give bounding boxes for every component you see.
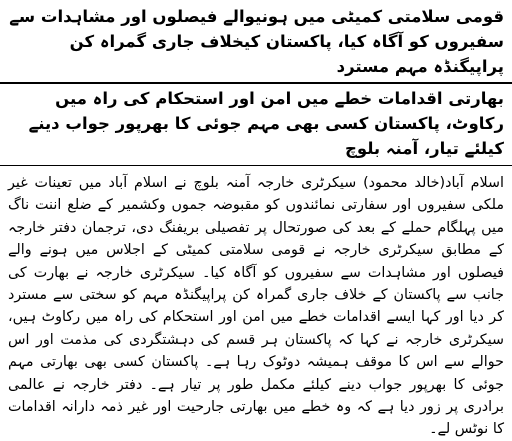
headline-primary: قومی سلامتی کمیٹی میں ہونیوالے فیصلوں اور مشاہدات سے سفیروں کو آگاہ کیا، پاکستان کیخلاف جاری گمراہ کن پراپیگنڈہ مہم مسترد [9, 7, 504, 76]
body-divider [0, 165, 512, 166]
headline-secondary: بھارتی اقدامات خطے میں امن اور استحکام کی راہ میں رکاوٹ، پاکستان کسی بھی مہم جوئی کا بھرپور جواب دینے کیلئے تیار، آمنہ بلوچ [28, 89, 504, 158]
article-body: اسلام آباد(خالد محمود) سیکرٹری خارجہ آمنہ بلوچ نے اسلام آباد میں تعینات غیر ملکی سفیروں اور سفارتی نمائندوں کو مقبوضہ جموں وکشمیر کے ضلع اننت ناگ میں پہلگام حملے کے بعد کی صورتحال پر تفصیلی بریفنگ دی، ترجمان دفتر خارجہ کے مطابق سیکرٹری خارجہ نے قومی سلامتی کمیٹی کے اجلاس میں ہونے والے فیصلوں اور مشاہدات سے سفیروں کو آگاہ کیا۔ سیکرٹری خارجہ نے بھارت کی جانب سے پاکستان کے خلاف جاری گمراہ کن پراپیگنڈہ مہم کو سختی سے مسترد کر دیا اور کہا ایسے اقدامات خطے میں امن اور استحکام کی راہ میں رکاوٹ ہیں، سیکرٹری خارجہ نے کہا کہ پاکستان ہر قسم کی دہشتگردی کی مذمت اور اس حوالے سے اس کا موقف ہمیشہ دوٹوک رہا ہے۔ پاکستان کسی بھی بھارتی مہم جوئی کا بھرپور جواب دینے کیلئے مکمل طور پر تیار ہے۔ دفتر خارجہ نے عالمی برادری پر زور دیا ہے کہ وہ خطے میں بھارتی جارحیت اور غیر ذمہ دارانہ اقدامات کا نوٹس لے۔ [8, 175, 504, 438]
